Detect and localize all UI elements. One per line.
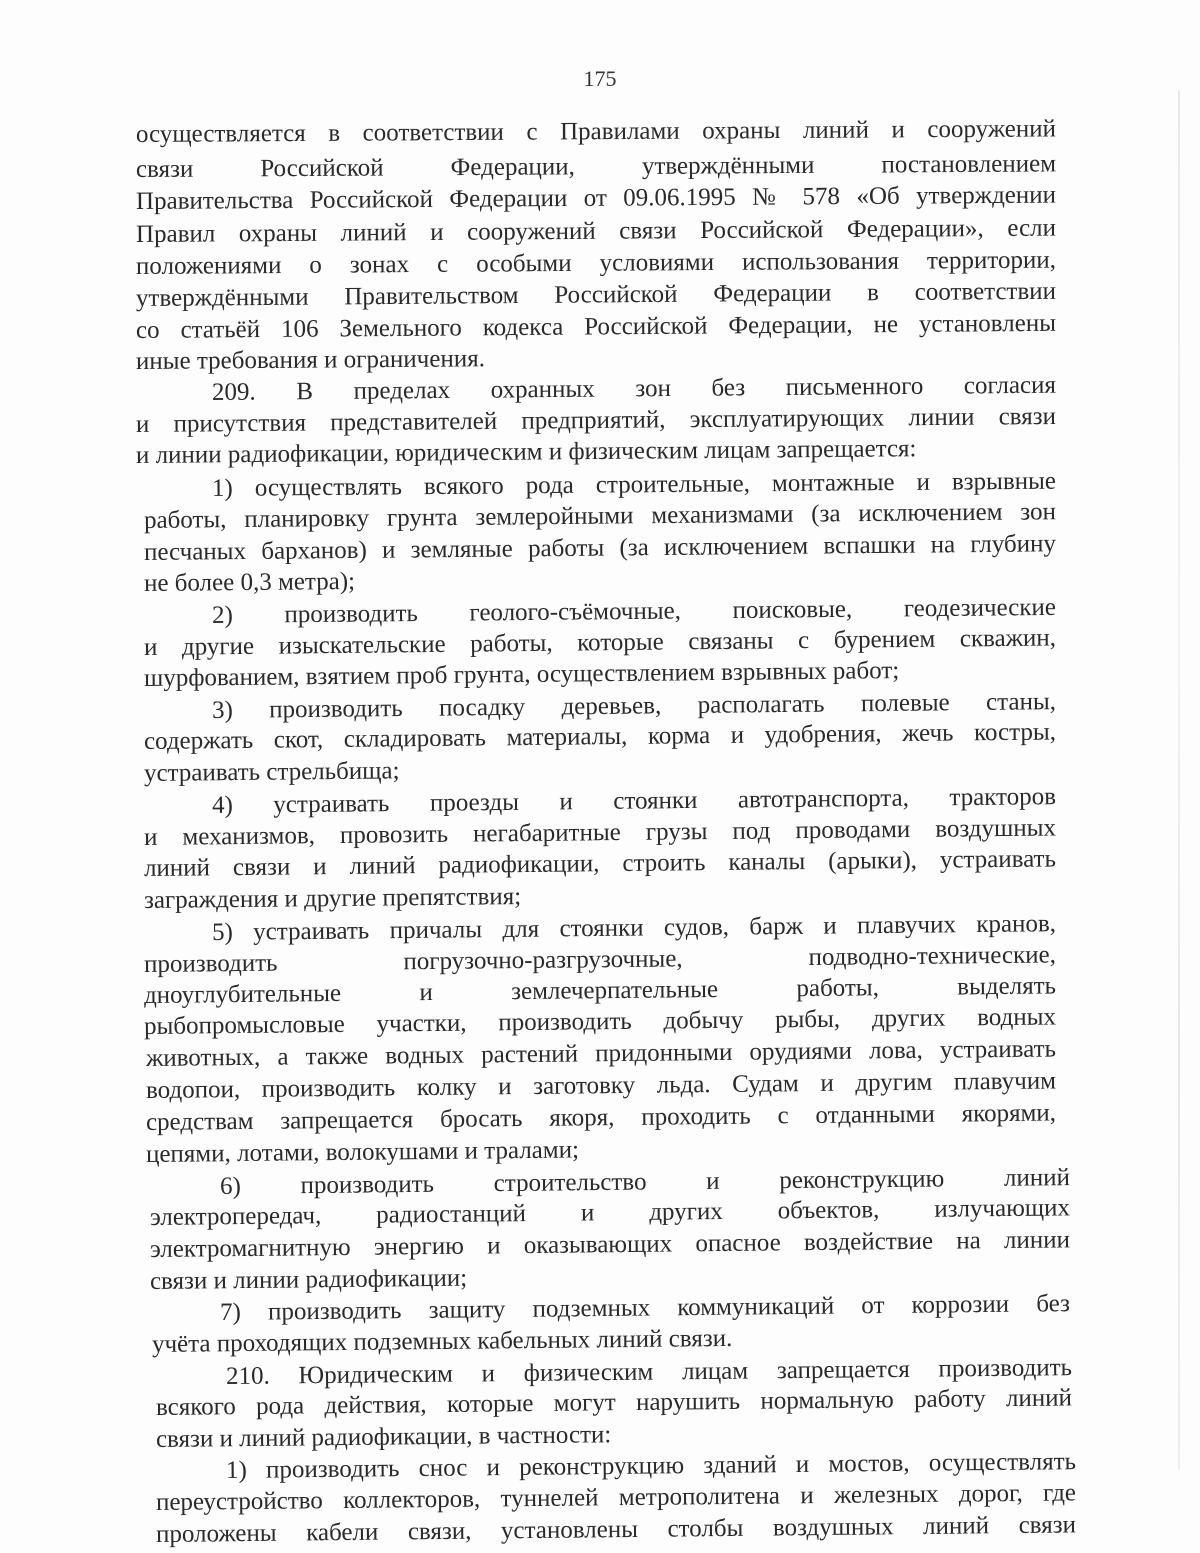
text-line: связи и линии радиофикации; xyxy=(149,1264,468,1295)
text-line: 4) устраивать проезды и стоянки автотранспорта, тракторов xyxy=(211,783,1057,819)
text-line: 210. Юридическим и физическим лицам запрещается производить xyxy=(225,1354,1073,1390)
text-line: устраивать стрельбища; xyxy=(143,757,400,787)
text-line: 2) производить геолого-съёмочные, поисковые, геодезические xyxy=(211,593,1057,629)
text-line: иные требования и ограничения. xyxy=(135,345,486,375)
text-line: положениями о зонах с особыми условиями использования территории, xyxy=(135,246,1057,280)
text-line: песчаных барханов) и земляные работы (за исключением вспашки на глубину xyxy=(143,530,1057,566)
text-line: содержать скот, складировать материалы, корма и удобрения, жечь костры, xyxy=(143,718,1057,755)
text-line: линий связи и линий радиофикации, строить каналы (арыки), устраивать xyxy=(143,845,1057,882)
text-line: со статьёй 106 Земельного кодекса Российской Федерации, не установлены xyxy=(135,309,1057,344)
text-line: дноуглубительные и землечерпательные работы, выделять xyxy=(143,972,1057,1009)
text-line: рыбопромысловые участки, производить добычу рыбы, других водных xyxy=(143,1003,1057,1040)
text-line: цепями, лотами, волокушами и тралами; xyxy=(145,1136,580,1168)
text-line: проложены кабели связи, установлены столбы воздушных линий связи xyxy=(155,1511,1077,1548)
text-line: и другие изыскательские работы, которые связаны с бурением скважин, xyxy=(143,624,1057,661)
text-line: и механизмов, провозить негабаритные грузы под проводами воздушных xyxy=(143,814,1057,851)
text-line: всякого рода действия, которые могут нарушить нормальную работу линий xyxy=(155,1384,1073,1421)
text-line: утверждёнными Правительством Российской Федерации в соответствии xyxy=(135,277,1057,312)
text-line: связи и линий радиофикации, в частности: xyxy=(155,1421,612,1453)
text-line: средствам запрещается бросать якоря, проходить с отданными якорями, xyxy=(145,1099,1057,1136)
text-line: 3) производить посадку деревьев, располагать полевые станы, xyxy=(211,688,1057,724)
text-line: Правил охраны линий и сооружений связи Российской Федерации», если xyxy=(135,214,1057,248)
text-line: заграждения и другие препятствия; xyxy=(143,883,522,914)
text-line: и линии радиофикации, юридическим и физическим лицам запрещается: xyxy=(135,435,917,469)
text-line: 7) производить защиту подземных коммуникаций от коррозии без xyxy=(219,1290,1071,1326)
text-line: переустройство коллекторов, туннелей метрополитена и железных дорог, где xyxy=(155,1479,1077,1516)
text-line: производить погрузочно-разгрузочные, подводно-технические, xyxy=(143,941,1057,978)
text-line: осуществляется в соответствии с Правилами охраны линий и сооружений xyxy=(135,115,1057,148)
text-line: шурфованием, взятием проб грунта, осуществлением взрывных работ; xyxy=(143,657,900,692)
scan-edge-mark xyxy=(1178,90,1180,1470)
text-line: 1) производить снос и реконструкцию зданий и мостов, осуществлять xyxy=(225,1448,1077,1484)
text-line: 5) устраивать причалы для стоянки судов, барж и плавучих кранов, xyxy=(211,910,1057,946)
text-line: электропередач, радиостанций и других объектов, излучающих xyxy=(149,1194,1071,1231)
text-line: работы, планировку грунта землеройными механизмами (за исключением зон xyxy=(143,498,1057,534)
text-line: не более 0,3 метра); xyxy=(143,567,356,597)
text-line: электромагнитную энергию и оказывающих опасное воздействие на линии xyxy=(149,1226,1071,1263)
text-line: 6) производить строительство и реконструкцию линий xyxy=(219,1164,1071,1200)
text-line: животных, а также водных растений придонными орудиями лова, устраивать xyxy=(145,1035,1057,1072)
text-line: водопои, производить колку и заготовку льда. Судам и другим плавучим xyxy=(145,1067,1057,1104)
text-line: и присутствия представителей предприятий, эксплуатирующих линии связи xyxy=(135,402,1057,438)
text-line: 1) осуществлять всякого рода строительные, монтажные и взрывные xyxy=(211,467,1057,502)
text-line: связи Российской Федерации, утверждёнными постановлением xyxy=(135,150,1057,183)
text-line: 209. В пределах охранных зон без письменного согласия xyxy=(211,371,1057,406)
page-number: 175 xyxy=(583,66,617,91)
text-line: учёта проходящих подземных кабельных линий связи. xyxy=(151,1324,733,1358)
text-line: Правительства Российской Федерации от 09.06.1995 № 578 «Об утверждении xyxy=(135,181,1057,215)
